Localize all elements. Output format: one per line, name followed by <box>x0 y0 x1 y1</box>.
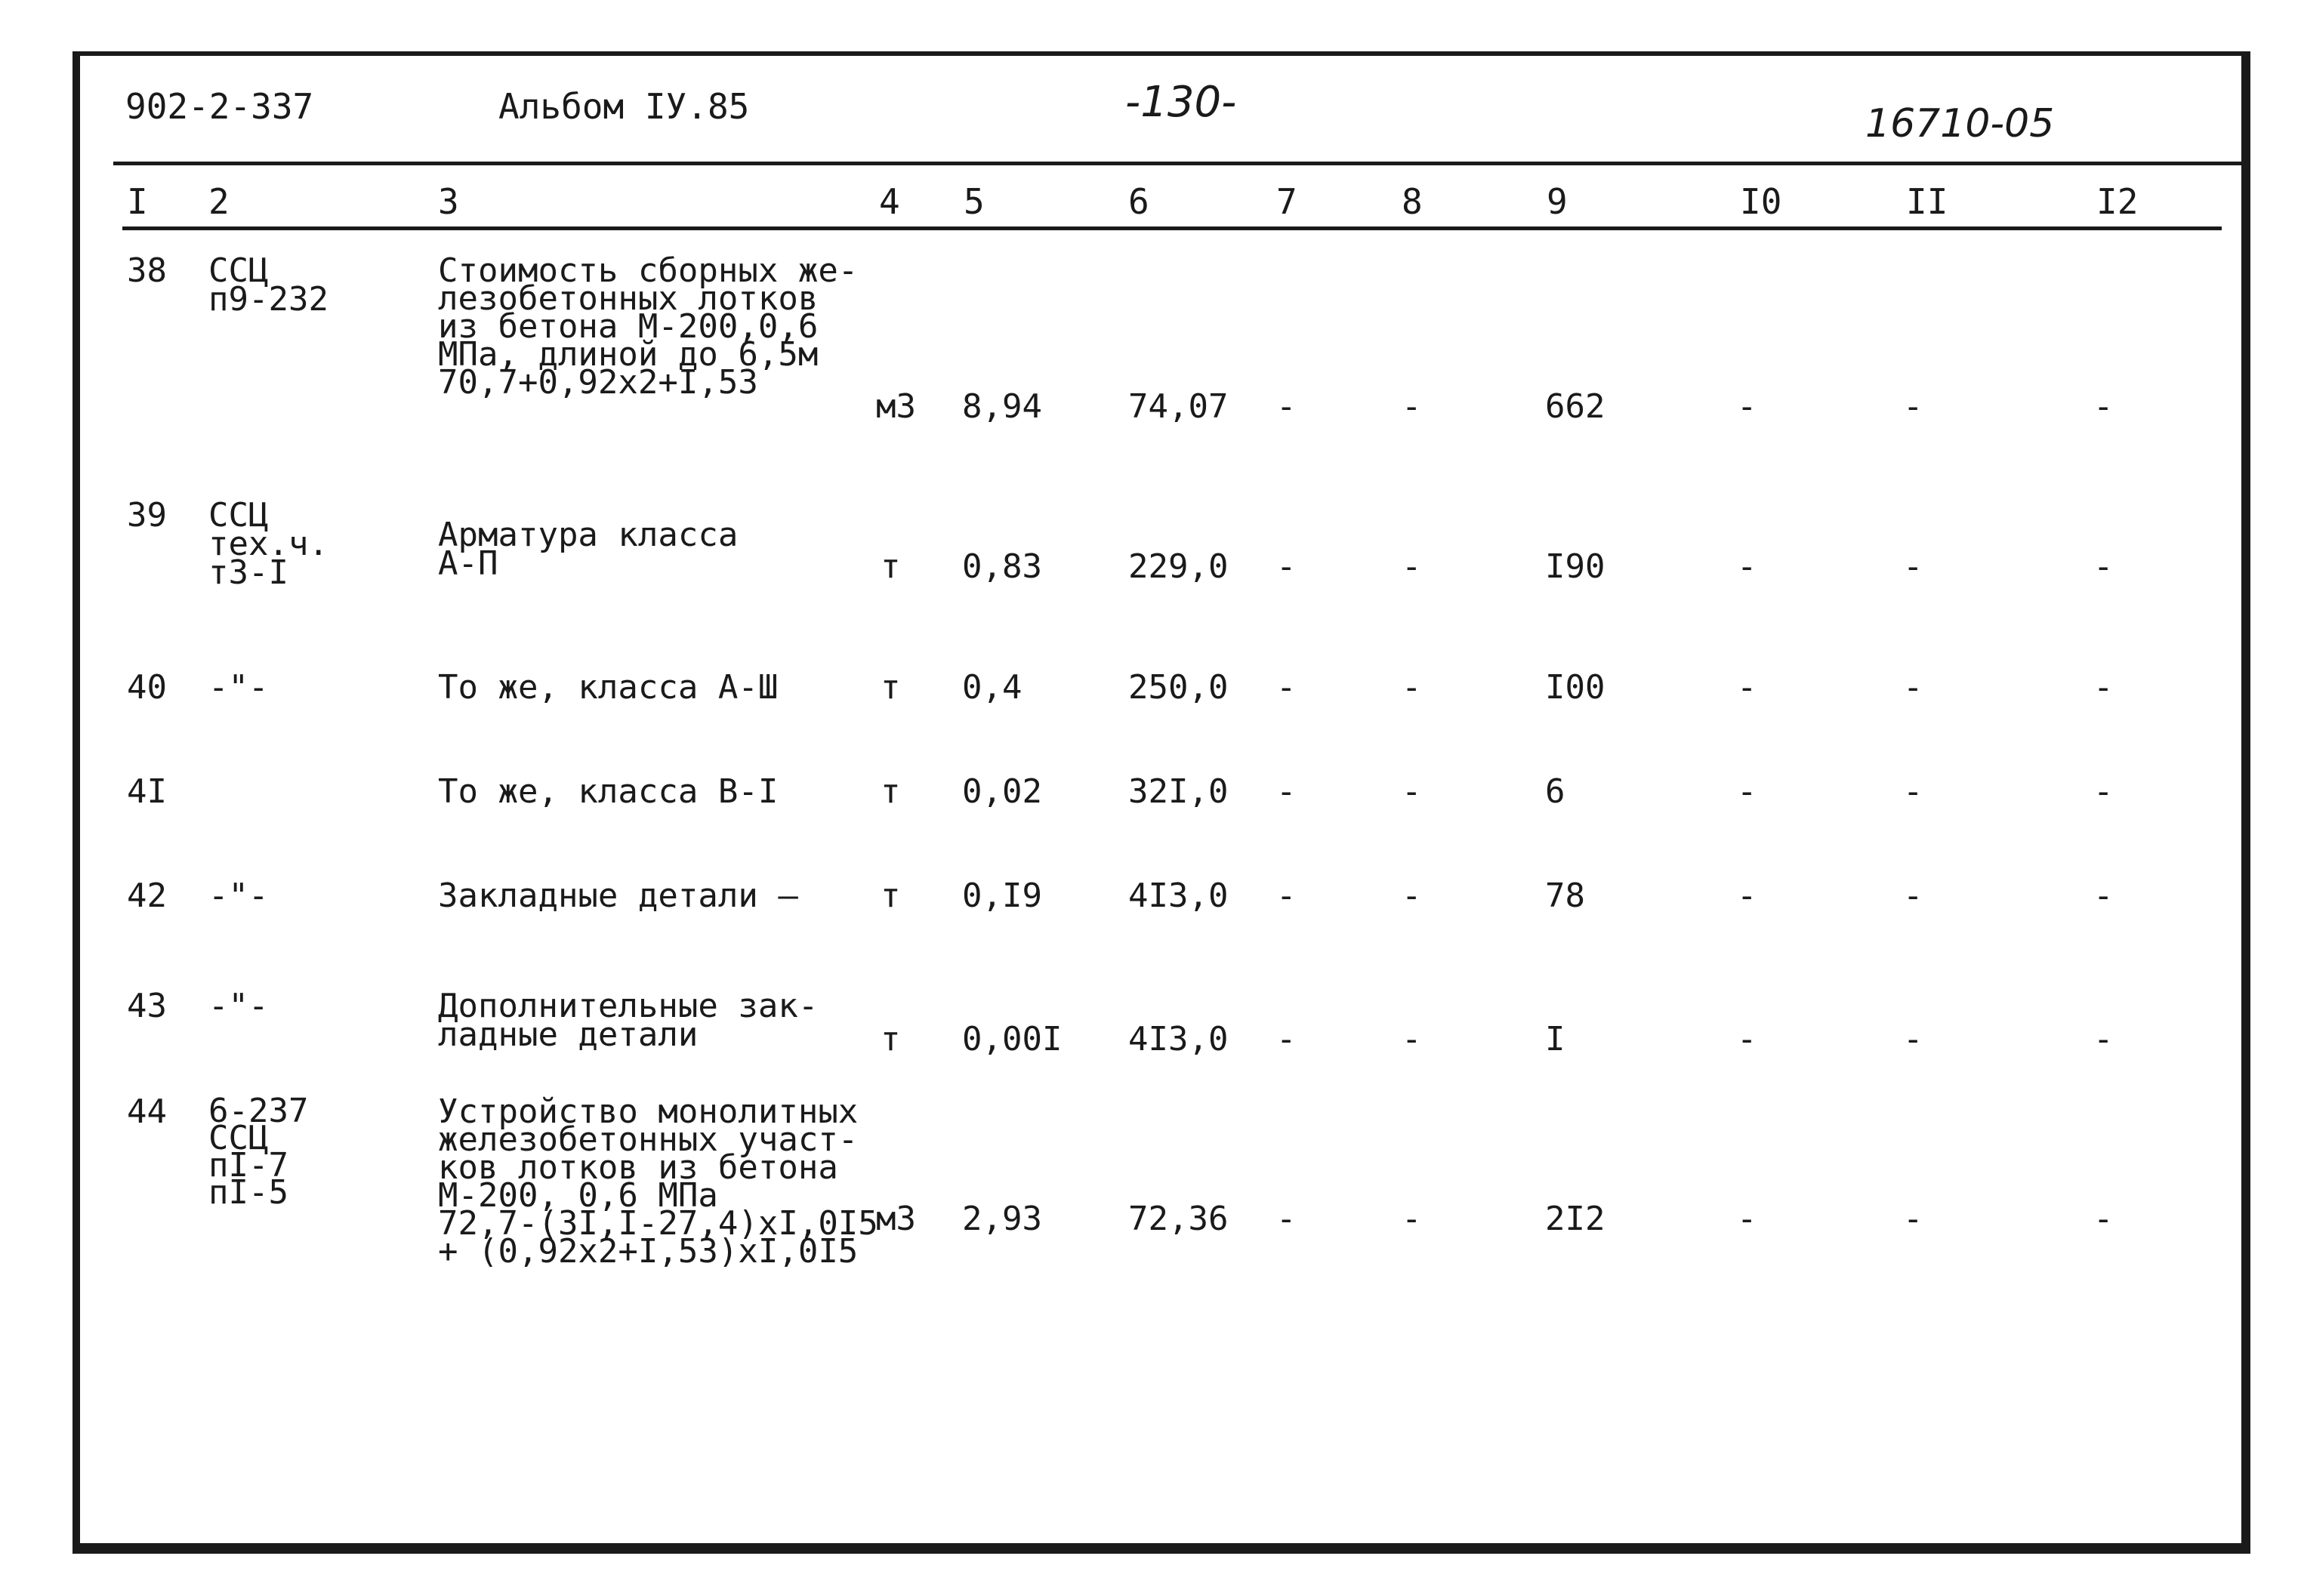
doc-code: 902-2-337 <box>125 86 314 127</box>
row-col8: - <box>1402 547 1422 586</box>
row-col11: - <box>1903 877 1923 915</box>
row-number: 38 <box>127 251 167 290</box>
row-price: 4I3,0 <box>1128 1020 1229 1058</box>
row-unit: т <box>881 668 901 707</box>
row-total: I90 <box>1545 547 1605 586</box>
row-col7: - <box>1276 1200 1297 1238</box>
row-quantity: 0,I9 <box>962 877 1042 915</box>
row-col10: - <box>1737 387 1757 426</box>
col-header-7: 7 <box>1276 181 1297 222</box>
row-number: 42 <box>127 877 167 915</box>
row-price: 4I3,0 <box>1128 877 1229 915</box>
row-col7: - <box>1276 1020 1297 1058</box>
album-label: Альбом IУ.85 <box>498 86 750 127</box>
row-col10: - <box>1737 1020 1757 1058</box>
row-name: То же, класса А-Ш <box>438 668 779 707</box>
row-price: 72,36 <box>1128 1200 1229 1238</box>
col-header-4: 4 <box>879 181 900 222</box>
row-unit: м3 <box>876 1200 916 1238</box>
row-total: I <box>1545 1020 1565 1058</box>
row-col12: - <box>2093 1200 2114 1238</box>
row-col7: - <box>1276 877 1297 915</box>
row-unit: т <box>881 772 901 811</box>
row-name: Дополнительные зак- ладные детали <box>438 987 819 1054</box>
row-col12: - <box>2093 668 2114 707</box>
row-col10: - <box>1737 772 1757 811</box>
column-header-rule <box>122 226 2222 230</box>
row-total: I00 <box>1545 668 1605 707</box>
row-price: 74,07 <box>1128 387 1229 426</box>
row-quantity: 0,4 <box>962 668 1022 707</box>
row-col11: - <box>1903 772 1923 811</box>
row-col10: - <box>1737 668 1757 707</box>
row-col12: - <box>2093 772 2114 811</box>
row-total: 6 <box>1545 772 1565 811</box>
row-quantity: 0,83 <box>962 547 1042 586</box>
row-name: Устройство монолитных железобетонных участ- ков лотков из бетона М-200, 0,6 МПа 72,7-(3I,I-27,4)хI,0I5 + (0,92х2+I,53)хI,0I5 <box>438 1092 878 1271</box>
row-col7: - <box>1276 772 1297 811</box>
row-code: ССЦ тех.ч. т3-I <box>208 496 328 592</box>
row-total: 662 <box>1545 387 1605 426</box>
row-unit: т <box>881 1020 901 1058</box>
col-header-2: 2 <box>208 181 230 222</box>
row-col12: - <box>2093 387 2114 426</box>
row-col11: - <box>1903 1200 1923 1238</box>
row-number: 44 <box>127 1092 167 1131</box>
col-header-3: 3 <box>438 181 459 222</box>
row-col10: - <box>1737 877 1757 915</box>
row-col11: - <box>1903 547 1923 586</box>
row-code: -"- <box>208 668 269 707</box>
row-code: ССЦ п9-232 <box>208 251 328 319</box>
col-header-5: 5 <box>964 181 985 222</box>
row-col7: - <box>1276 547 1297 586</box>
header-rule <box>113 162 2243 165</box>
row-col12: - <box>2093 1020 2114 1058</box>
row-code: -"- <box>208 987 269 1025</box>
row-col7: - <box>1276 387 1297 426</box>
row-unit: м3 <box>876 387 916 426</box>
row-quantity: 2,93 <box>962 1200 1042 1238</box>
row-unit: т <box>881 877 901 915</box>
row-col8: - <box>1402 387 1422 426</box>
row-number: 4I <box>127 772 167 811</box>
row-col11: - <box>1903 668 1923 707</box>
col-header-6: 6 <box>1128 181 1149 222</box>
row-number: 39 <box>127 496 167 535</box>
row-name: Стоимость сборных же- лезобетонных лотков из бетона М-200,0,6 МПа, длиной до 6,5м 70,7+0,92х2+I,53 <box>438 251 859 402</box>
row-col10: - <box>1737 547 1757 586</box>
row-col8: - <box>1402 877 1422 915</box>
row-price: 250,0 <box>1128 668 1229 707</box>
row-name: То же, класса В-I <box>438 772 779 811</box>
col-header-11: II <box>1906 181 1948 222</box>
row-name: Закладные детали — <box>438 877 798 915</box>
row-code: 6-237 ССЦ пI-7 пI-5 <box>208 1092 309 1212</box>
row-quantity: 8,94 <box>962 387 1042 426</box>
row-total: 78 <box>1545 877 1585 915</box>
row-price: 32I,0 <box>1128 772 1229 811</box>
col-header-1: I <box>127 181 148 222</box>
row-price: 229,0 <box>1128 547 1229 586</box>
col-header-10: I0 <box>1740 181 1782 222</box>
row-col12: - <box>2093 547 2114 586</box>
inventory-number: 16710-05 <box>1865 101 2055 146</box>
row-number: 40 <box>127 668 167 707</box>
col-header-8: 8 <box>1402 181 1423 222</box>
row-col8: - <box>1402 668 1422 707</box>
row-unit: т <box>881 547 901 586</box>
col-header-12: I2 <box>2096 181 2139 222</box>
row-number: 43 <box>127 987 167 1025</box>
row-code: -"- <box>208 877 269 915</box>
row-col11: - <box>1903 387 1923 426</box>
row-col7: - <box>1276 668 1297 707</box>
col-header-9: 9 <box>1547 181 1568 222</box>
row-col8: - <box>1402 772 1422 811</box>
page-number: -130- <box>1125 78 1237 127</box>
row-col8: - <box>1402 1020 1422 1058</box>
row-col10: - <box>1737 1200 1757 1238</box>
row-col8: - <box>1402 1200 1422 1238</box>
row-col11: - <box>1903 1020 1923 1058</box>
row-quantity: 0,02 <box>962 772 1042 811</box>
row-total: 2I2 <box>1545 1200 1605 1238</box>
row-name: Арматура класса А-П <box>438 516 739 583</box>
row-quantity: 0,00I <box>962 1020 1063 1058</box>
row-col12: - <box>2093 877 2114 915</box>
